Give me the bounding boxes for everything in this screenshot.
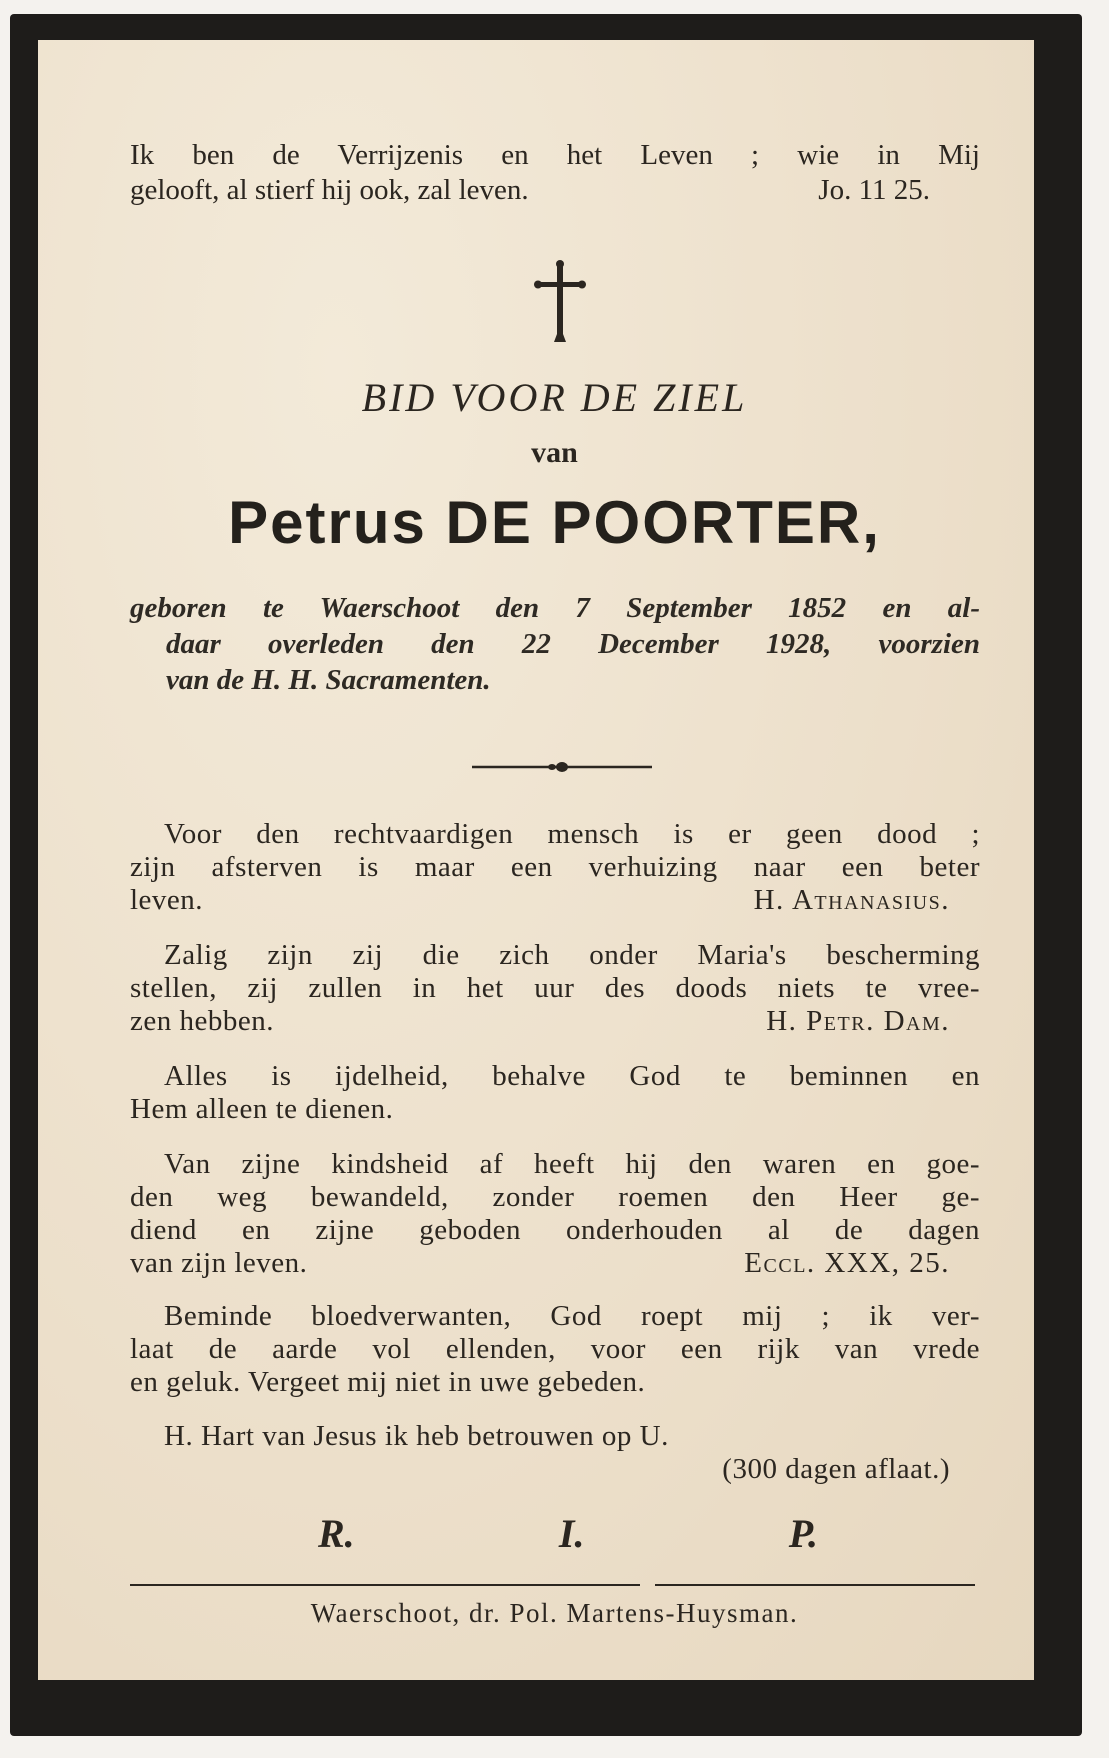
- paragraph-line: Hem alleen te dienen.: [130, 1093, 394, 1125]
- quote-paragraph: [130, 1148, 980, 1280]
- cross-icon: [530, 258, 590, 348]
- paragraph-line: stellen, zij zullen in het uur des doods niets te vree-: [130, 972, 980, 1004]
- footer-rule: [655, 1584, 975, 1586]
- quote-paragraph: [130, 1300, 980, 1399]
- opening-quote-reference: Jo. 11 25.: [818, 174, 930, 206]
- prayer-heading: BID VOOR DE ZIEL: [361, 375, 748, 420]
- paragraph-line: Zalig zijn zij die zich onder Maria's bescherming: [164, 939, 980, 971]
- deceased-name: Petrus DE POORTER,: [228, 489, 881, 556]
- paragraph-line: zen hebben.: [130, 1005, 274, 1037]
- attribution: H. Petr. Dam.: [766, 1005, 950, 1037]
- paragraph-last-line: [130, 884, 980, 917]
- printer-imprint: Waerschoot, dr. Pol. Martens-Huysman.: [310, 1598, 799, 1628]
- opening-quote-line-1: Ik ben de Verrijzenis en het Leven ; wie in Mij: [130, 139, 980, 171]
- rip-letter: P.: [788, 1511, 818, 1556]
- birth-line-2: daar overleden den 22 December 1928, voorzien: [166, 628, 980, 660]
- paragraph-line: leven.: [130, 884, 204, 916]
- birth-death-details: [130, 590, 980, 698]
- ornament-divider: [472, 760, 652, 774]
- rip-letters: [318, 1510, 818, 1557]
- paragraph-last-line: [130, 1247, 980, 1280]
- paragraph-line: laat de aarde vol ellenden, voor een rijk van vrede: [130, 1333, 980, 1365]
- opening-quote-text: gelooft, al stierf hij ook, zal leven.: [130, 174, 529, 206]
- paragraph-line: zijn afsterven is maar een verhuizing naar een beter: [130, 851, 980, 883]
- paragraph-line: den weg bewandeld, zonder roemen den Heer ge-: [130, 1181, 980, 1213]
- paragraph-line: Beminde bloedverwanten, God roept mij ; ik ver-: [164, 1300, 980, 1332]
- quote-paragraph: [130, 1060, 980, 1126]
- van-label: van: [531, 436, 578, 469]
- closing-prayer: [130, 1420, 980, 1486]
- opening-quote-line-2: [130, 173, 980, 208]
- opening-quote: [130, 138, 980, 208]
- attribution: H. Athanasius.: [753, 884, 950, 916]
- paragraph-last-line: [130, 1005, 980, 1038]
- paragraph-line: Van zijne kindsheid af heeft hij den waren en goe-: [164, 1148, 980, 1180]
- paragraph-line: Voor den rechtvaardigen mensch is er geen dood ;: [164, 818, 980, 850]
- paragraph-line: diend en zijne geboden onderhouden al de dagen: [130, 1214, 980, 1246]
- paragraph-line: van zijn leven.: [130, 1247, 308, 1279]
- paragraph-last-line: [130, 1366, 980, 1399]
- birth-line-1: geboren te Waerschoot den 7 September 1852 en al-: [130, 592, 980, 624]
- paragraph-last-line: [130, 1093, 980, 1126]
- footer-rule: [130, 1584, 640, 1586]
- rip-letter: I.: [558, 1511, 585, 1556]
- attribution: Eccl. XXX, 25.: [744, 1247, 950, 1279]
- paragraph-line: Alles is ijdelheid, behalve God te beminnen en: [164, 1060, 980, 1092]
- closing-prayer-text: H. Hart van Jesus ik heb betrouwen op U.: [164, 1420, 669, 1452]
- quote-paragraph: [130, 818, 980, 917]
- quote-paragraph: [130, 939, 980, 1038]
- paragraph-line: en geluk. Vergeet mij niet in uwe gebeden.: [130, 1366, 646, 1398]
- indulgence-note: (300 dagen aflaat.): [722, 1453, 950, 1485]
- rip-letter: R.: [318, 1511, 355, 1556]
- birth-line-3: van de H. H. Sacramenten.: [166, 664, 491, 696]
